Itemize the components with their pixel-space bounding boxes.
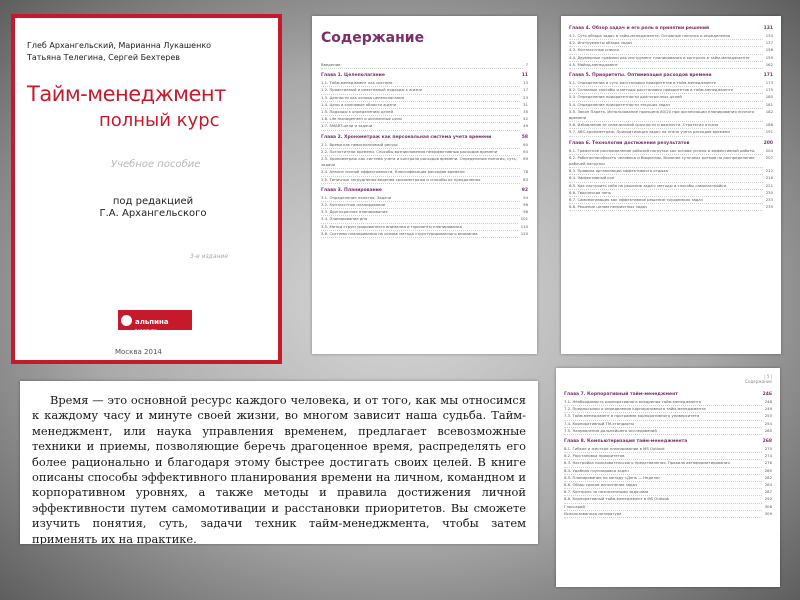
toc-entry-label: 1.7. SMART-цели и задачи — [321, 123, 520, 130]
toc-entry-label: 7.1. Необходимость корпоративного внедрения тайм-менеджмента — [564, 399, 762, 406]
toc-entry — [564, 496, 772, 503]
toc-entry-page: 233 — [765, 197, 773, 203]
toc-chapter-label: Глава 4. Обзор задач и его роль в принятии решений — [569, 26, 710, 31]
toc-entry — [569, 62, 773, 69]
toc-entry — [569, 40, 773, 47]
toc-entry-page: 284 — [764, 482, 772, 488]
publisher-logo-text — [135, 309, 169, 332]
toc-chapter-title — [564, 392, 772, 397]
toc-chapter-title — [564, 439, 772, 444]
publisher-name: альпина — [135, 317, 169, 326]
toc-entry-page: 180 — [765, 94, 773, 100]
toc-entry — [569, 168, 773, 175]
toc-entry-label: 6.2. Работоспособность человека и биоритмы. Влияние суточных ритмов на распределение рабочей нагрузки — [569, 155, 763, 168]
toc-entry-page: 137 — [765, 40, 773, 46]
toc-entry — [321, 116, 528, 123]
toc-page-2-chapters — [569, 26, 773, 211]
toc-entry — [569, 197, 773, 204]
book-title: Тайм-менеджмент — [27, 82, 226, 106]
toc-entry-page: 94 — [523, 194, 528, 200]
page-number: | 5 | — [764, 374, 772, 379]
toc-entry-label: 8.8. Корпоративный тайм-менеджмент в MS Outlook — [564, 496, 762, 503]
toc-entry — [569, 47, 773, 54]
toc-entry — [564, 482, 772, 489]
toc-chapter-title — [569, 26, 773, 31]
toc-chapter-label: Глава 2. Хронометраж как персональная система учета времени — [321, 134, 492, 140]
toc-chapter-title — [321, 135, 528, 140]
toc-entry — [569, 94, 773, 101]
book-city-year: Москва 2014 — [115, 348, 162, 356]
toc-entry-label: 7.3. Тайм-менеджмент в программе корпоративного университета — [564, 413, 762, 420]
toc-chapter-label: Глава 8. Компьютеризация тайм-менеджмента — [564, 439, 688, 445]
toc-entry — [569, 87, 773, 94]
toc-chapter-page: 58 — [521, 134, 528, 140]
toc-entry-label: 3.4. Планирование дня — [321, 216, 518, 223]
toc-entry-page: 175 — [765, 87, 773, 93]
toc-entry — [564, 399, 772, 406]
toc-entry-page: 248 — [764, 399, 772, 404]
toc-chapter-page: 11 — [521, 73, 528, 79]
toc-entry — [321, 169, 528, 176]
toc-chapter-label: Глава 7. Корпоративный тайм-менеджмент — [564, 392, 678, 397]
book-subtitle: полный курс — [99, 110, 220, 131]
toc-chapter-label: Глава 5. Приоритеты. Оптимизация расходов времени — [569, 73, 712, 79]
toc-entry-page: 230 — [765, 189, 773, 195]
toc-entry-label: 1.3. Ценности как основа целеполагания — [321, 95, 520, 102]
toc-entry — [569, 183, 773, 190]
toc-entry — [569, 190, 773, 197]
toc-entry — [564, 428, 772, 435]
toc-entry-page: 204 — [765, 147, 773, 153]
toc-entry-page: 31 — [523, 101, 528, 107]
toc-entry — [564, 468, 772, 475]
toc-entry — [321, 195, 528, 202]
toc-entry-label: 6.4. Эффективный сон — [569, 175, 763, 182]
toc-entry — [569, 33, 773, 40]
toc-page-1-chapters — [321, 73, 528, 238]
toc-chapter-page: 268 — [762, 439, 772, 445]
toc-entry — [564, 406, 772, 413]
toc-entry-label: 6.6. Творческая лень — [569, 190, 763, 197]
toc-entry — [321, 109, 528, 116]
toc-entry-label: 5.6. Избавление от изначальной срочности и важности. Стратегия отказа — [569, 122, 763, 129]
toc-entry-label: 6.5. Как настроить себя на решение задач: методы и способы самонастройки — [569, 183, 763, 190]
toc-entry-page: 181 — [765, 101, 773, 107]
book-cover-inner — [15, 18, 278, 360]
toc-entry-page: 270 — [764, 446, 772, 452]
book-cover — [11, 14, 282, 364]
toc-entry-label: 5.7. АВС-хронометраж. Приоритизация задач на этапе учета расходов времени — [569, 129, 763, 136]
toc-entry-label: 6.3. Правила организации эффективного отдыха — [569, 168, 763, 175]
toc-entry-page: 23 — [523, 94, 528, 100]
toc-entry-label: 8.2. Расстановка приоритетов — [564, 453, 762, 460]
toc-entry-label: Введение — [321, 62, 523, 69]
toc-entry-page: 60 — [523, 141, 528, 147]
toc-entry — [564, 489, 772, 496]
toc-entry-label: 2.2. Поглотители времени. Способы возникновения неэффективных расходов времени — [321, 149, 520, 156]
book-description: Время — это основной ресурс каждого человека, и от того, как мы относимся к каждому часу и минуте своей жизни, во многом зависит наша судьба. Тайм-менеджмент, или наука управления временем, предлагает всевозможные техники и приемы, позволяющие беречь драгоценное время, распределять его более рационально и благодаря этому быстрее достигать своих целей. В книге описаны способы эффективного планирования времени на личном, командном и корпоративном уровнях, а также методы и правила достижения личной эффективности путем самомотивации и расстановки приоритетов. Вы сможете изучить понятия, суть, задачи техник тайм-менеджмента, чтобы затем применять их на практике. — [32, 393, 526, 544]
toc-chapter-page: 131 — [763, 26, 773, 31]
toc-entry-label: 7.4. Корпоративный ТМ-стандарты — [564, 421, 762, 428]
book-edition: 3-е издание — [190, 253, 229, 260]
toc-entry-label: 1.1. Тайм-менеджмент как система — [321, 80, 520, 87]
toc-entry-label: 4.2. Инструменты обзора задач — [569, 40, 763, 47]
toc-entry-label: 1.5. Подходы к определению целей — [321, 109, 520, 116]
toc-entry-label: 5.2. Основные способы и методы расстановки приоритетов в тайм-менеджменте — [569, 87, 763, 94]
toc-entry-label: 3.1. Определение понятия. Задачи — [321, 195, 520, 202]
toc-entry-label: Использованная литература — [564, 511, 762, 518]
toc-entry — [564, 511, 772, 518]
toc-entry-page: 182 — [765, 108, 773, 114]
toc-entry — [569, 55, 773, 62]
toc-chapter-label: Глава 6. Технологии достижения результатов — [569, 140, 690, 146]
toc-entry — [564, 413, 772, 420]
toc-entry-label: 7.5. Направления дальнейшего исследований — [564, 428, 762, 435]
toc-entry-label: 1.2. Проактивный и реактивный подходы к жизни — [321, 87, 520, 94]
toc-entry — [321, 209, 528, 216]
publisher-logo — [118, 310, 192, 330]
toc-chapter-label: Глава 1. Целеполагание — [321, 73, 385, 79]
toc-entry-page: 216 — [765, 175, 773, 181]
toc-entry-page: 309 — [764, 510, 772, 516]
toc-entry-label: 3.6. Системы планирования на основе метода структурированного внимания — [321, 231, 518, 238]
toc-entry-label: 1.6. Life management и жизненные цели — [321, 116, 520, 123]
toc-entry — [569, 155, 773, 168]
toc-entry — [321, 177, 528, 184]
book-kind: Учебное пособие — [111, 159, 201, 170]
toc-entry-label: 8.4. Удобная группировка задач — [564, 468, 762, 475]
toc-entry-page: 134 — [765, 33, 773, 38]
publisher-logo-icon — [121, 315, 132, 326]
toc-entry-page: 207 — [765, 154, 773, 160]
toc-entry-label: 4.5. Майнд-менеджмент — [569, 62, 763, 69]
toc-entry-page: 191 — [765, 129, 773, 135]
toc-entry-label: 8.7. Контроль за назначенными задачами — [564, 489, 762, 496]
editor-line-2: Г.А. Архангельского — [99, 208, 207, 219]
toc-page-3-header — [564, 374, 772, 384]
toc-entry-page: 282 — [764, 474, 772, 480]
toc-entry — [321, 216, 528, 223]
authors-line-1: Глеб Архангельский, Марианна Лукашенко — [27, 41, 212, 50]
toc-entry-page: 254 — [764, 420, 772, 426]
toc-entry-page: 162 — [765, 61, 773, 67]
toc-page-3-chapters — [564, 392, 772, 518]
toc-entry-page: 173 — [765, 80, 773, 86]
toc-entry — [569, 175, 773, 182]
toc-entry-label: 6.1. Грамотное распределение рабочей нагрузки как основа успеха и эффективной работы — [569, 148, 763, 155]
publisher-sub: ПАБЛИШЕР — [135, 327, 157, 332]
toc-chapter-page: 92 — [521, 187, 528, 193]
toc-entry-page: 49 — [523, 123, 528, 129]
toc-entry-label: Глоссарий — [564, 504, 762, 511]
toc-page-3 — [556, 368, 780, 587]
toc-entry-label: 2.3. Хронометраж как система учета и контроля расходов времени. Определение понятия, суть, задачи — [321, 156, 520, 169]
toc-entry-page: 306 — [764, 503, 772, 509]
toc-entry-label: 5.5. Закон Парето. Использование принципа 80/20 при организации планирования личного времени — [569, 109, 763, 122]
toc-entry — [321, 156, 528, 169]
toc-entry-label: 3.5. Метод структурированного внимания и горизонты планирования — [321, 224, 518, 231]
toc-entry — [569, 102, 773, 109]
toc-heading: Содержание — [321, 30, 425, 46]
toc-entry — [564, 453, 772, 460]
toc-entry-page: 42 — [523, 116, 528, 122]
toc-entry-page: 249 — [764, 406, 772, 412]
toc-entry-page: 17 — [523, 87, 528, 93]
toc-entry-page: 7 — [525, 62, 528, 67]
toc-entry-label: 8.1. Гибкое и жесткое планирование в MS Outlook — [564, 446, 762, 453]
toc-chapter-title — [569, 141, 773, 146]
editor-line-1: под редакцией — [112, 196, 194, 207]
toc-chapter-page: 246 — [762, 392, 772, 397]
toc-entry — [321, 231, 528, 238]
toc-entry-page: 292 — [764, 496, 772, 502]
toc-entry — [321, 80, 528, 87]
authors-line-2: Татьяна Телегина, Сергей Бехтерев — [27, 53, 181, 62]
toc-entry — [321, 224, 528, 231]
toc-chapter-label: Глава 3. Планирование — [321, 187, 382, 193]
toc-entry-page: 280 — [764, 467, 772, 473]
toc-entry — [321, 123, 528, 130]
toc-entry-label: 5.1. Определение и суть расстановки приоритетов в тайм-менеджменте — [569, 80, 763, 87]
toc-entry-label: 1.4. Цели и ключевые области жизни — [321, 102, 520, 109]
toc-entry-label: 2.1. Время как невосполнимый ресурс — [321, 142, 520, 149]
toc-entry-page: 274 — [764, 453, 772, 459]
toc-entry — [564, 504, 772, 511]
page-running-title: Содержание — [745, 379, 772, 384]
toc-entry-label: 2.4. Анализ личной эффективности. Классификация расходов времени — [321, 169, 520, 176]
toc-entry — [564, 460, 772, 467]
book-authors — [27, 40, 247, 64]
toc-entry — [564, 446, 772, 453]
toc-entry-page: 260 — [764, 427, 772, 433]
toc-entry — [321, 142, 528, 149]
toc-entry — [321, 102, 528, 109]
toc-entry — [569, 204, 773, 211]
toc-entry-label: 5.3. Определение приоритетности долгосрочных целей — [569, 94, 763, 101]
toc-page-1 — [312, 16, 537, 354]
toc-entry-page: 221 — [765, 182, 773, 188]
toc-chapter-title — [569, 73, 773, 78]
toc-entry — [321, 149, 528, 156]
toc-entry-page: 287 — [764, 489, 772, 495]
toc-entry-page: 276 — [764, 460, 772, 466]
toc-entry-page: 78 — [523, 169, 528, 175]
toc-entry-label: 8.5. Планирование по методу «День — Неделя» — [564, 475, 762, 482]
toc-entry-page: 96 — [523, 202, 528, 208]
toc-entry-page: 120 — [520, 230, 528, 236]
toc-entry-intro — [321, 62, 528, 69]
toc-entry-page: 98 — [523, 209, 528, 215]
toc-entry-page: 156 — [765, 47, 773, 53]
toc-entry — [321, 87, 528, 94]
toc-entry — [321, 202, 528, 209]
toc-entry — [564, 421, 772, 428]
toc-entry — [564, 475, 772, 482]
toc-entry — [569, 122, 773, 129]
toc-entry-label: 4.3. Контекстные списки — [569, 47, 763, 54]
toc-entry-label: 8.6. Обзор сроков исполнения задач — [564, 482, 762, 489]
toc-chapter-title — [321, 188, 528, 193]
toc-chapter-title — [321, 73, 528, 78]
toc-page-2 — [561, 16, 781, 354]
toc-entry-label: 5.4. Определение приоритетности текущих задач — [569, 102, 763, 109]
toc-entry-page: 101 — [520, 216, 528, 222]
toc-entry-label: 4.1. Суть обзора задач в тайм-менеджменте. Основные понятия и определения — [569, 33, 763, 40]
toc-entry-label: 3.3. Долгосрочное планирование — [321, 209, 520, 216]
toc-entry-page: 253 — [764, 413, 772, 419]
toc-entry — [569, 129, 773, 136]
toc-entry-label: 2.5. Типичные затруднения ведения хронометража и способы их преодоления — [321, 177, 520, 184]
toc-entry — [569, 80, 773, 87]
toc-entry-page: 83 — [523, 176, 528, 182]
toc-entry-label: 7.2. Предпосылки и определение корпоративного тайм-менеджмента — [564, 406, 762, 413]
toc-entry-label: 6.7. Самомотивация как эффективное решение трудоемких задач — [569, 197, 763, 204]
toc-chapter-page: 200 — [763, 140, 773, 146]
book-editor — [73, 196, 233, 220]
toc-entry-page: 13 — [523, 80, 528, 86]
toc-entry-label: 8.3. Настройка пользовательского представления. Правила автоформатирования — [564, 460, 762, 467]
toc-entry-page: 159 — [765, 54, 773, 60]
toc-entry-page: 110 — [520, 223, 528, 229]
toc-entry — [569, 109, 773, 122]
toc-entry-page: 35 — [523, 109, 528, 115]
toc-entry — [569, 148, 773, 155]
toc-entry-label: 3.2. Контекстное планирование — [321, 202, 520, 209]
toc-entry — [321, 95, 528, 102]
toc-entry-page: 186 — [765, 122, 773, 128]
toc-entry-page: 212 — [765, 168, 773, 174]
book-description-box — [20, 381, 538, 544]
toc-entry-label: 4.4. Двумерные графики как инструмент планирования и контроля в тайм-менеджменте — [569, 55, 763, 62]
toc-entry-page: 235 — [765, 204, 773, 210]
toc-entry-page: 64 — [523, 148, 528, 154]
toc-chapter-page: 171 — [763, 73, 773, 79]
toc-entry-page: 69 — [523, 156, 528, 162]
toc-entry-label: 6.8. Решение целом неприятных задач — [569, 204, 763, 211]
